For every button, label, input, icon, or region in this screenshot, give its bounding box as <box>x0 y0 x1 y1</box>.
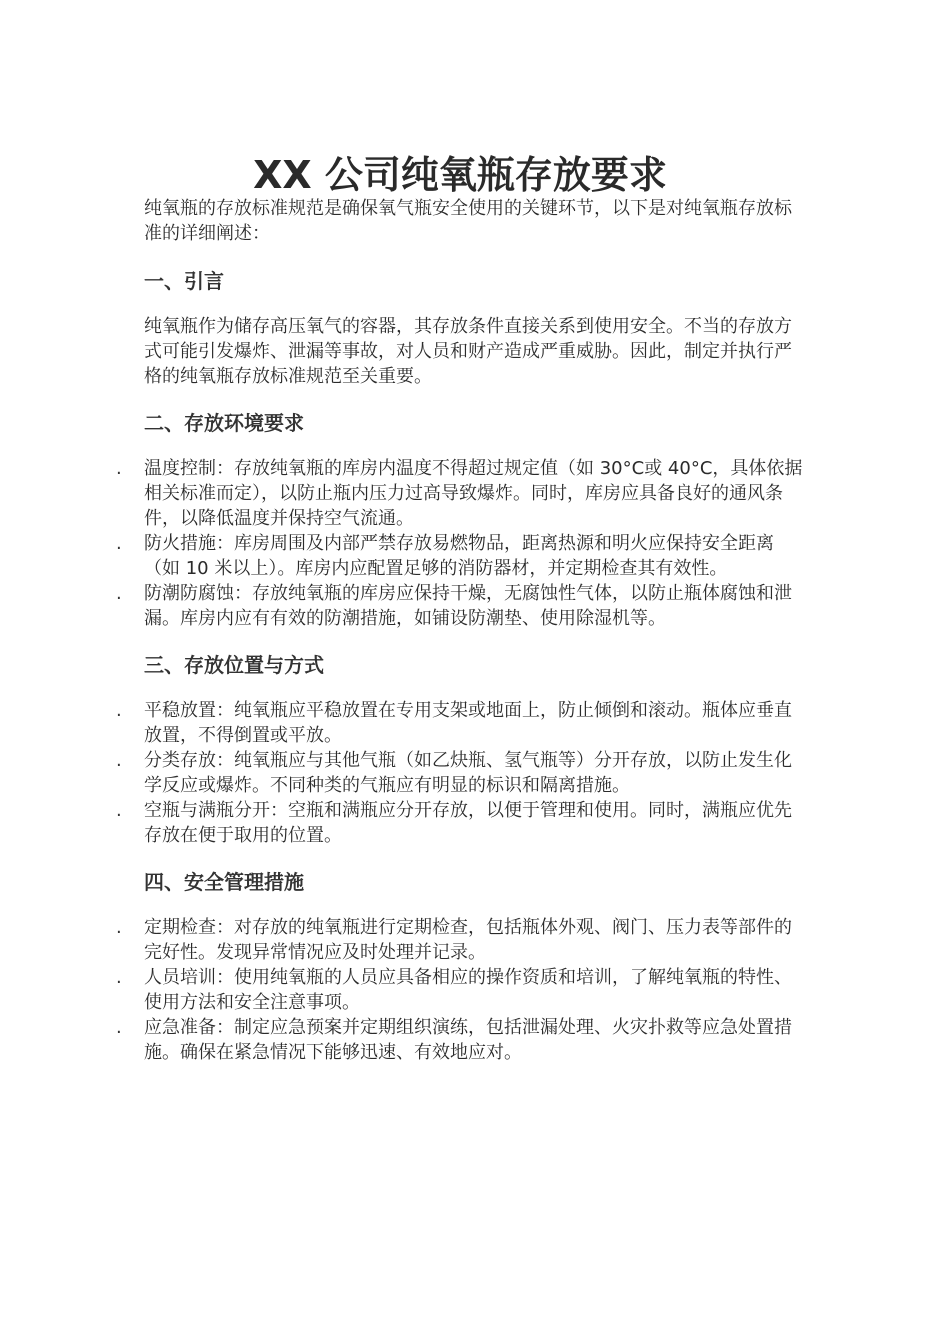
bullet-dot: . <box>116 1017 122 1038</box>
title-suffix: 存放要求 <box>514 153 667 198</box>
title-prefix: XX 公司 <box>253 153 401 198</box>
bullet-dot: . <box>116 533 122 554</box>
list-item <box>116 748 808 798</box>
section-heading-intro: 一、引言 <box>144 269 224 293</box>
bullet-dot: . <box>116 750 122 771</box>
list-item-text: 应急准备：制定应急预案并定期组织演练，包括泄漏处理、火灾扑救等应急处置措施。确保在紧急情况下能够迅速、有效地应对。 <box>144 1017 792 1063</box>
intro-paragraph: 纯氧瓶的存放标准规范是确保氧气瓶安全使用的关键环节，以下是对纯氧瓶存放标准的详细阐述： <box>144 198 792 244</box>
list-item <box>116 531 808 581</box>
list-item-text: 空瓶与满瓶分开：空瓶和满瓶应分开存放，以便于管理和使用。同时，满瓶应优先存放在便于取用的位置。 <box>144 800 792 846</box>
document-body <box>116 196 808 1065</box>
section-heading-management: 四、安全管理措施 <box>144 870 304 894</box>
environment-list <box>116 456 808 631</box>
list-item <box>116 1015 808 1065</box>
list-item-text: 温度控制：存放纯氧瓶的库房内温度不得超过规定值（如 30°C或 40°C，具体依据相关标准而定），以防止瓶内压力过高导致爆炸。同时，库房应具备良好的通风条件，以降低温度并保持空气流通。 <box>144 458 803 529</box>
bullet-dot: . <box>116 583 122 604</box>
bullet-dot: . <box>116 967 122 988</box>
list-item-text: 人员培训：使用纯氧瓶的人员应具备相应的操作资质和培训，了解纯氧瓶的特性、使用方法和安全注意事项。 <box>144 967 792 1013</box>
bullet-dot: . <box>116 700 122 721</box>
section-heading-placement: 三、存放位置与方式 <box>144 653 324 677</box>
placement-list <box>116 698 808 848</box>
management-list <box>116 915 808 1065</box>
list-item <box>116 915 808 965</box>
list-item <box>116 456 808 531</box>
list-item <box>116 798 808 848</box>
list-item-text: 防火措施：库房周围及内部严禁存放易燃物品，距离热源和明火应保持安全距离（如 10 米以上）。库房内应配置足够的消防器材，并定期检查其有效性。 <box>144 533 774 579</box>
bullet-dot: . <box>116 917 122 938</box>
bullet-dot: . <box>116 800 122 821</box>
list-item <box>116 965 808 1015</box>
list-item-text: 防潮防腐蚀：存放纯氧瓶的库房应保持干燥，无腐蚀性气体，以防止瓶体腐蚀和泄漏。库房内应有有效的防潮措施，如铺设防潮垫、使用除湿机等。 <box>144 583 792 629</box>
bullet-dot: . <box>116 458 122 479</box>
list-item-text: 分类存放：纯氧瓶应与其他气瓶（如乙炔瓶、氢气瓶等）分开存放，以防止发生化学反应或爆炸。不同种类的气瓶应有明显的标识和隔离措施。 <box>144 750 792 796</box>
section-heading-environment: 二、存放环境要求 <box>144 411 304 435</box>
section-paragraph-intro: 纯氧瓶作为储存高压氧气的容器，其存放条件直接关系到使用安全。不当的存放方式可能引发爆炸、泄漏等事故，对人员和财产造成严重威胁。因此，制定并执行严格的纯氧瓶存放标准规范至关重要。 <box>144 316 792 387</box>
list-item-text: 平稳放置：纯氧瓶应平稳放置在专用支架或地面上，防止倾倒和滚动。瓶体应垂直放置，不得倒置或平放。 <box>144 700 792 746</box>
list-item <box>116 581 808 631</box>
list-item-text: 定期检查：对存放的纯氧瓶进行定期检查，包括瓶体外观、阀门、压力表等部件的完好性。发现异常情况应及时处理并记录。 <box>144 917 792 963</box>
list-item <box>116 698 808 748</box>
title-bold: 纯氧瓶 <box>400 153 515 198</box>
